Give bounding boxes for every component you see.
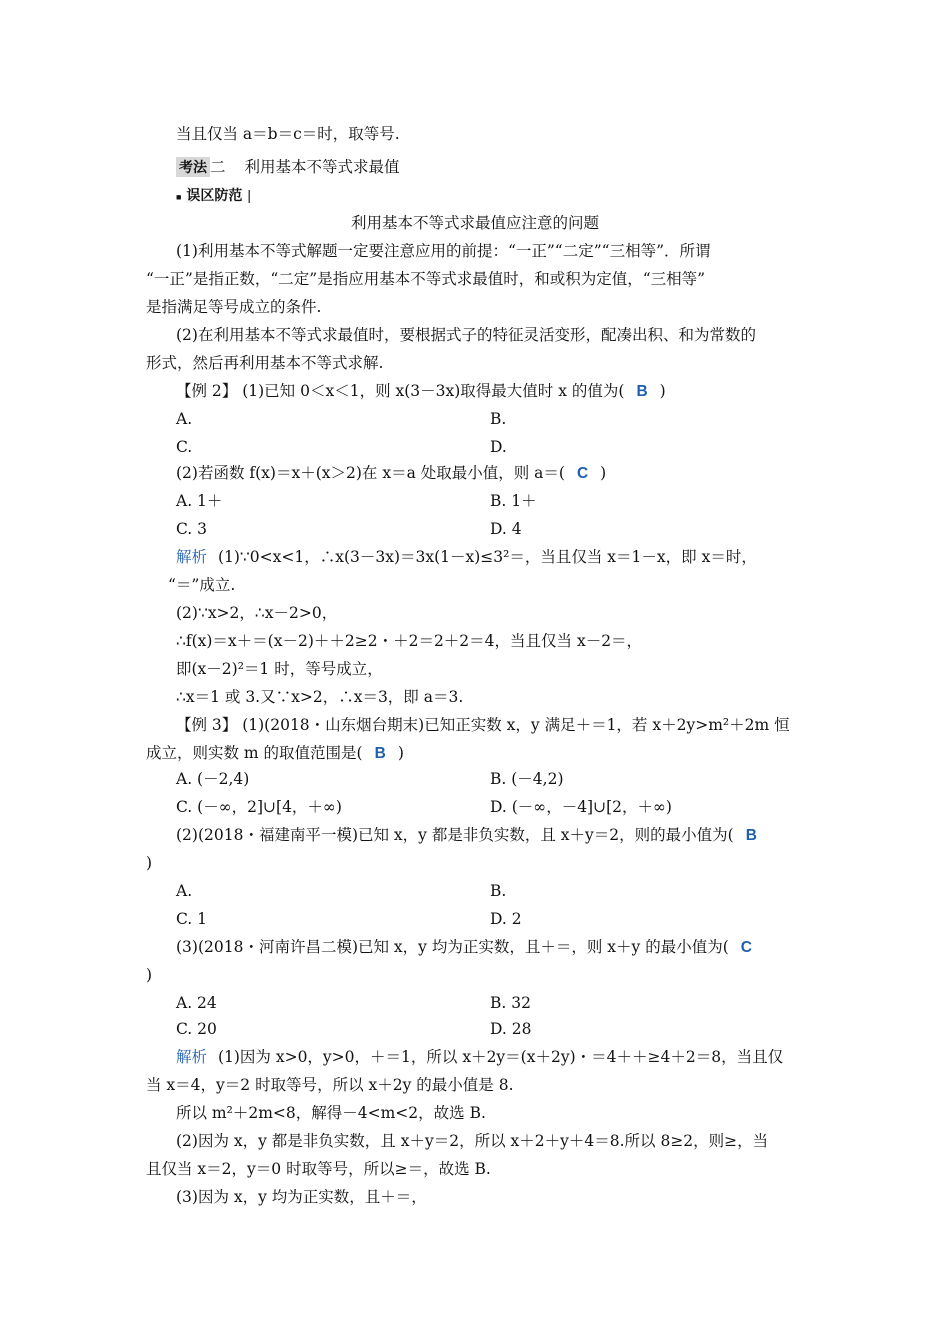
option: C. 1 (176, 910, 208, 928)
option: D. (－∞，－4]∪[2，＋∞) (490, 798, 672, 816)
ex2-question-1: 【例 2】 (1)已知 0＜x＜1，则 x(3－3x)取得最大值时 x 的值为( B ) (176, 382, 666, 400)
option: B. 32 (490, 994, 531, 1012)
option: B. (490, 882, 507, 900)
ex3-answer-3: C (740, 939, 752, 956)
option: A. (176, 410, 193, 428)
solution-line: “＝”成立. (168, 576, 236, 594)
section-tag: 考法 (176, 157, 210, 177)
solution-line: (2)∵x>2，∴x－2>0， (176, 604, 338, 622)
ex2-question-2: (2)若函数 f(x)＝x＋(x＞2)在 x＝a 处取最小值，则 a＝( C ) (176, 464, 607, 482)
ex2-answer-2: C (576, 465, 589, 482)
section-header (176, 156, 399, 178)
top-line: 当且仅当 a＝b＝c＝时，取等号. (176, 125, 400, 143)
solution-line: 即(x－2)²＝1 时，等号成立， (176, 660, 383, 678)
ex3-answer-1: B (374, 745, 386, 762)
ex2-solution-1: 解析 (1)∵0<x<1，∴x(3－3x)＝3x(1－x)≤3²＝，当且仅当 x＝1－x，即 x＝时， (176, 548, 757, 566)
option: A. (176, 882, 193, 900)
subtitle: 利用基本不等式求最值应注意的问题 (350, 214, 599, 232)
note-line: 是指满足等号成立的条件. (146, 298, 322, 316)
ex3-question-1: 【例 3】 (1)(2018・山东烟台期末)已知正实数 x，y 满足＋＝1，若 x＋2y>m²＋2m 恒 (176, 716, 790, 734)
option: D. (490, 438, 507, 456)
ex2-answer-1: B (636, 383, 648, 400)
ex3-question-1-cont: 成立，则实数 m 的取值范围是( B ) (146, 744, 404, 762)
note-line: (1)利用基本不等式解题一定要注意应用的前提：“一正”“二定”“三相等”．所谓 (176, 242, 711, 260)
option: B. 1＋ (490, 492, 537, 510)
note-line: 形式，然后再利用基本不等式求解. (146, 354, 384, 372)
option: A. 1＋ (176, 492, 223, 510)
option: A. (－2,4) (176, 770, 250, 788)
option: D. 2 (490, 910, 522, 928)
section-number: 二 (210, 158, 226, 176)
solution-label: 解析 (176, 1048, 208, 1066)
divider-bar: | (247, 187, 251, 203)
ex3-answer-2: B (745, 827, 757, 844)
solution-label: 解析 (176, 548, 208, 566)
option: C. 3 (176, 520, 208, 538)
option: A. 24 (176, 994, 217, 1012)
error-zone-text: 误区防范 (186, 187, 243, 203)
solution-line: ∴x＝1 或 3.又∵x>2，∴x＝3，即 a＝3. (176, 688, 464, 706)
option: D. 4 (490, 520, 522, 538)
solution-line: (3)因为 x，y 均为正实数，且＋＝， (176, 1188, 427, 1206)
close-paren: ) (146, 854, 153, 872)
square-icon: ■ (176, 192, 182, 202)
option: C. (176, 438, 193, 456)
note-line: (2)在利用基本不等式求最值时，要根据式子的特征灵活变形，配凑出积、和为常数的 (176, 326, 756, 344)
close-paren: ) (146, 966, 153, 984)
solution-line: ∴f(x)＝x＋＝(x－2)＋＋2≥2・＋2＝2＋2＝4，当且仅当 x－2＝， (176, 632, 643, 650)
note-line: “一正”是指正数，“二定”是指应用基本不等式求最值时，和或积为定值，“三相等” (146, 270, 706, 288)
solution-line: 当 x＝4，y＝2 时取等号，所以 x＋2y 的最小值是 8. (146, 1076, 514, 1094)
option: B. (－4,2) (490, 770, 564, 788)
error-zone-label (176, 184, 251, 208)
solution-line: 所以 m²＋2m<8，解得－4<m<2，故选 B. (176, 1104, 486, 1122)
option: D. 28 (490, 1020, 532, 1038)
option: C. 20 (176, 1020, 217, 1038)
solution-line: (2)因为 x，y 都是非负实数，且 x＋y＝2，所以 x＋2＋y＋4＝8.所以 8≥2，则≥，当 (176, 1132, 769, 1150)
ex3-question-3: (3)(2018・河南许昌二模)已知 x，y 均为正实数，且＋＝，则 x＋y 的最小值为( C (176, 936, 764, 959)
solution-line: 且仅当 x＝2，y＝0 时取等号，所以≥＝，故选 B. (146, 1160, 491, 1178)
ex3-solution-1: 解析 (1)因为 x>0，y>0，＋＝1，所以 x＋2y＝(x＋2y)・＝4＋＋≥4＋2＝8，当且仅 (176, 1048, 784, 1066)
option: B. (490, 410, 507, 428)
section-title: 利用基本不等式求最值 (244, 158, 400, 176)
option: C. (－∞，2]∪[4，＋∞) (176, 798, 342, 816)
ex3-question-2: (2)(2018・福建南平一模)已知 x，y 都是非负实数，且 x＋y＝2，则的最小值为( B (176, 824, 769, 847)
